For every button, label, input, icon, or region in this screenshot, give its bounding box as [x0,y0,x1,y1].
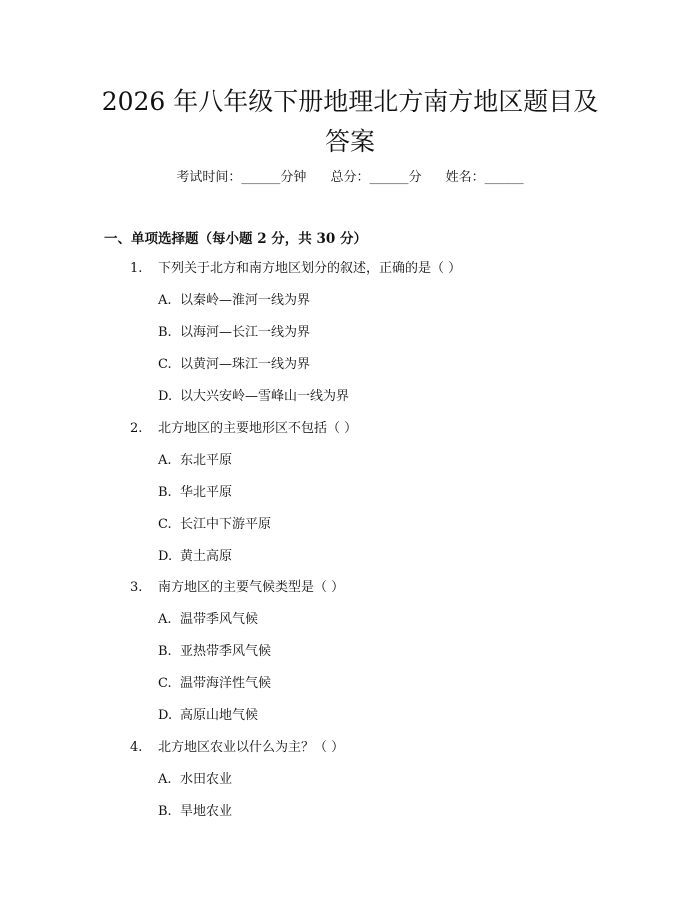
question-number: 3. [130,580,143,595]
option-letter: D. [158,389,173,404]
option-letter: A. [158,772,172,787]
option-2a [158,451,232,471]
question-3 [130,578,344,598]
exam-meta [0,168,700,188]
option-text: 华北平原 [180,485,233,500]
total-score-field: 总分：______分 [330,170,422,185]
title-line-2: 答案 [324,127,375,156]
option-letter: C. [158,517,172,532]
option-1d [158,387,349,407]
question-number: 4. [130,740,143,755]
option-text: 以秦岭—淮河一线为界 [180,293,311,308]
option-1a [158,291,310,311]
option-letter: C. [158,676,172,691]
question-4 [130,738,344,758]
option-2b [158,483,232,503]
option-2d [158,547,232,567]
section-heading: 一、单项选择题（每小题 2 分，共 30 分） [104,231,367,247]
question-text: 下列关于北方和南方地区划分的叙述，正确的是（ ） [158,261,462,276]
option-letter: A. [158,612,172,627]
option-3b [158,642,271,662]
option-letter: C. [158,357,172,372]
question-number: 2. [130,421,143,436]
question-text: 南方地区的主要气候类型是（ ） [158,580,345,595]
exam-time-field: 考试时间：______分钟 [176,170,307,185]
option-text: 高原山地气候 [180,708,259,723]
option-text: 东北平原 [180,453,233,468]
option-3c [158,674,271,694]
option-2c [158,515,271,535]
option-letter: D. [158,549,173,564]
option-letter: B. [158,804,172,819]
option-letter: B. [158,325,172,340]
option-letter: B. [158,485,172,500]
title-line-1: 2026 年八年级下册地理北方南方地区题目及 [101,87,599,116]
option-3a [158,610,258,630]
question-text: 北方地区的主要地形区不包括（ ） [158,421,358,436]
option-text: 水田农业 [180,772,233,787]
option-letter: D. [158,708,173,723]
option-1b [158,323,310,343]
question-number: 1. [130,261,143,276]
option-text: 以大兴安岭—雪峰山一线为界 [180,389,350,404]
question-2 [130,419,357,439]
student-name-field: 姓名：______ [445,170,524,185]
option-text: 温带季风气候 [180,612,259,627]
option-1c [158,355,310,375]
option-text: 旱地农业 [180,804,233,819]
option-letter: A. [158,293,172,308]
option-4b [158,802,232,822]
option-text: 黄土高原 [180,549,233,564]
page-title [60,82,640,162]
option-text: 以海河—长江一线为界 [180,325,311,340]
option-text: 温带海洋性气候 [180,676,272,691]
option-letter: A. [158,453,172,468]
option-3d [158,706,258,726]
option-4a [158,770,232,790]
question-text: 北方地区农业以什么为主？（ ） [158,740,345,755]
option-letter: B. [158,644,172,659]
option-text: 以黄河—珠江一线为界 [180,357,311,372]
option-text: 亚热带季风气候 [180,644,272,659]
option-text: 长江中下游平原 [180,517,272,532]
question-1 [130,259,461,279]
